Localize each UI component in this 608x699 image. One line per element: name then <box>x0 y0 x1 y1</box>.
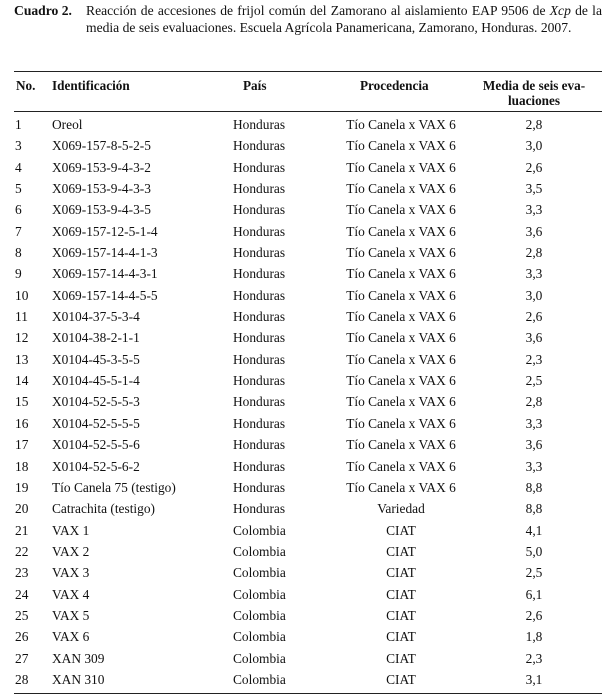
cell-no: 1 <box>15 117 22 132</box>
table-header-rule <box>14 111 602 112</box>
cell-pais: Colombia <box>233 522 286 538</box>
cell-media: 3,6 <box>525 437 543 453</box>
cell-pais: Honduras <box>233 287 286 303</box>
table-row <box>0 669 608 690</box>
cell-no: 3 <box>15 138 22 154</box>
cell-pais: Honduras <box>233 394 286 410</box>
cell-procedencia: Tío Canela x VAX 6 <box>346 415 456 431</box>
table-row <box>0 605 608 626</box>
cell-no: 26 <box>15 629 29 645</box>
cell-procedencia: Tío Canela x VAX 6 <box>346 181 456 197</box>
caption-text <box>86 3 602 36</box>
cell-procedencia: Tío Canela x VAX 6 <box>346 351 456 367</box>
cell-media: 3,0 <box>525 287 543 303</box>
cell-media: 6,1 <box>525 586 543 602</box>
cell-media: 3,3 <box>525 202 543 218</box>
cell-media: 2,3 <box>525 351 543 367</box>
cell-pais: Colombia <box>233 650 286 666</box>
cell-pais: Colombia <box>233 565 286 581</box>
cell-pais: Honduras <box>233 245 286 261</box>
cell-identificacion: X069-153-9-4-3-3 <box>52 181 151 197</box>
table-row <box>0 520 608 541</box>
table-row <box>0 413 608 434</box>
table-row <box>0 327 608 348</box>
table-row <box>0 541 608 562</box>
cell-procedencia: Tío Canela x VAX 6 <box>346 117 456 132</box>
cell-identificacion: VAX 3 <box>52 565 90 581</box>
cell-pais: Honduras <box>233 479 286 495</box>
cell-media: 2,5 <box>525 373 543 389</box>
cell-no: 25 <box>15 607 29 623</box>
cell-pais: Colombia <box>233 629 286 645</box>
caption-text-start: Reacción de accesiones de frijol común del Zamorano al aislamiento EAP 9506 de <box>86 3 550 18</box>
cell-identificacion: X0104-45-5-1-4 <box>52 373 140 389</box>
cell-procedencia: Tío Canela x VAX 6 <box>346 309 456 325</box>
cell-no: 4 <box>15 159 22 175</box>
cell-identificacion: X069-153-9-4-3-5 <box>52 202 151 218</box>
cell-identificacion: X0104-52-5-5-6 <box>52 437 140 453</box>
cell-identificacion: X0104-37-5-3-4 <box>52 309 140 325</box>
table-row <box>0 199 608 220</box>
table-row <box>0 626 608 647</box>
cell-procedencia: Tío Canela x VAX 6 <box>346 287 456 303</box>
cell-media: 3,0 <box>525 138 543 154</box>
cell-pais: Honduras <box>233 309 286 325</box>
cell-media: 2,8 <box>525 394 543 410</box>
cell-procedencia: Tío Canela x VAX 6 <box>346 479 456 495</box>
cell-no: 28 <box>15 671 29 687</box>
cell-media: 2,6 <box>525 607 543 623</box>
cell-procedencia: Tío Canela x VAX 6 <box>346 394 456 410</box>
table-row <box>0 221 608 242</box>
cell-pais: Honduras <box>233 351 286 367</box>
table-row <box>0 456 608 477</box>
header-pais: País <box>243 78 267 93</box>
table-row <box>0 157 608 178</box>
table-body <box>0 114 608 690</box>
cell-media: 3,6 <box>525 330 543 346</box>
cell-media: 3,3 <box>525 415 543 431</box>
cell-identificacion: X0104-52-5-5-5 <box>52 415 140 431</box>
cell-media: 2,3 <box>525 650 543 666</box>
cell-procedencia: CIAT <box>386 650 416 666</box>
cell-pais: Colombia <box>233 543 286 559</box>
cell-media: 5,0 <box>525 543 543 559</box>
cell-identificacion: X069-157-14-4-5-5 <box>52 287 158 303</box>
table-row <box>0 434 608 455</box>
cell-procedencia: CIAT <box>386 671 416 687</box>
cell-identificacion: X0104-52-5-5-3 <box>52 394 140 410</box>
cell-media: 1,8 <box>525 629 543 645</box>
table-row <box>0 178 608 199</box>
cell-media: 4,1 <box>525 522 543 538</box>
table-caption <box>14 3 602 36</box>
cell-no: 6 <box>15 202 22 218</box>
cell-no: 23 <box>15 565 29 581</box>
cell-media: 3,3 <box>525 266 543 282</box>
cell-no: 13 <box>15 351 29 367</box>
cell-no: 12 <box>15 330 29 346</box>
cell-no: 17 <box>15 437 29 453</box>
cell-procedencia: Tío Canela x VAX 6 <box>346 159 456 175</box>
cell-media: 3,5 <box>525 181 543 197</box>
cell-no: 19 <box>15 479 29 495</box>
cell-no: 11 <box>15 309 28 325</box>
header-identificacion: Identificación <box>52 78 130 93</box>
cell-identificacion: VAX 4 <box>52 586 90 602</box>
cell-identificacion: XAN 309 <box>52 650 105 666</box>
table-row <box>0 114 608 135</box>
cell-pais: Honduras <box>233 202 286 218</box>
cell-pais: Colombia <box>233 586 286 602</box>
cell-no: 8 <box>15 245 22 261</box>
cell-procedencia: Tío Canela x VAX 6 <box>346 245 456 261</box>
cell-media: 2,8 <box>525 117 543 132</box>
cell-pais: Honduras <box>233 373 286 389</box>
cell-procedencia: CIAT <box>386 522 416 538</box>
cell-pais: Honduras <box>233 458 286 474</box>
header-media: Media de seis eva-luaciones <box>482 78 586 108</box>
table-row <box>0 477 608 498</box>
cell-identificacion: VAX 2 <box>52 543 90 559</box>
cell-media: 3,3 <box>525 458 543 474</box>
cell-pais: Honduras <box>233 223 286 239</box>
cell-no: 22 <box>15 543 29 559</box>
cell-pais: Honduras <box>233 181 286 197</box>
cell-media: 2,6 <box>525 309 543 325</box>
cell-identificacion: X0104-45-3-5-5 <box>52 351 140 367</box>
cell-pais: Honduras <box>233 437 286 453</box>
cell-pais: Honduras <box>233 415 286 431</box>
cell-procedencia: Variedad <box>377 501 425 517</box>
cell-procedencia: Tío Canela x VAX 6 <box>346 138 456 154</box>
cell-procedencia: CIAT <box>386 543 416 559</box>
caption-label: Cuadro 2. <box>14 3 72 18</box>
cell-procedencia: Tío Canela x VAX 6 <box>346 266 456 282</box>
cell-pais: Honduras <box>233 501 286 517</box>
table-top-rule <box>14 71 602 72</box>
cell-identificacion: XAN 310 <box>52 671 105 687</box>
cell-identificacion: X069-157-8-5-2-5 <box>52 138 151 154</box>
table-row <box>0 648 608 669</box>
table-row <box>0 584 608 605</box>
table-row <box>0 135 608 156</box>
cell-media: 3,6 <box>525 223 543 239</box>
cell-identificacion: VAX 6 <box>52 629 90 645</box>
table-row <box>0 306 608 327</box>
cell-procedencia: Tío Canela x VAX 6 <box>346 223 456 239</box>
cell-procedencia: CIAT <box>386 586 416 602</box>
cell-no: 10 <box>15 287 29 303</box>
table-row <box>0 285 608 306</box>
header-procedencia: Procedencia <box>360 78 429 93</box>
cell-identificacion: Tío Canela 75 (testigo) <box>52 479 176 495</box>
cell-no: 18 <box>15 458 29 474</box>
cell-no: 20 <box>15 501 29 517</box>
cell-no: 16 <box>15 415 29 431</box>
cell-media: 8,8 <box>525 501 543 517</box>
cell-pais: Honduras <box>233 266 286 282</box>
cell-procedencia: Tío Canela x VAX 6 <box>346 202 456 218</box>
cell-no: 15 <box>15 394 29 410</box>
cell-identificacion: X0104-38-2-1-1 <box>52 330 140 346</box>
caption-text-end: de la media de seis evaluaciones. Escuela Agrícola Panamericana, Zamorano, Honduras. 2007. <box>86 3 602 35</box>
cell-identificacion: X0104-52-5-6-2 <box>52 458 140 474</box>
cell-identificacion: VAX 1 <box>52 522 90 538</box>
cell-procedencia: CIAT <box>386 565 416 581</box>
cell-no: 21 <box>15 522 29 538</box>
cell-media: 8,8 <box>525 479 543 495</box>
cell-procedencia: Tío Canela x VAX 6 <box>346 373 456 389</box>
table-row <box>0 263 608 284</box>
cell-procedencia: CIAT <box>386 629 416 645</box>
caption-pathogen: Xcp <box>549 3 571 18</box>
cell-procedencia: Tío Canela x VAX 6 <box>346 437 456 453</box>
table-row <box>0 242 608 263</box>
cell-no: 27 <box>15 650 29 666</box>
cell-identificacion: VAX 5 <box>52 607 90 623</box>
table-row <box>0 349 608 370</box>
cell-procedencia: Tío Canela x VAX 6 <box>346 330 456 346</box>
table-bottom-rule <box>14 693 602 694</box>
cell-pais: Honduras <box>233 330 286 346</box>
cell-identificacion: Catrachita (testigo) <box>52 501 155 517</box>
header-no: No. <box>16 78 36 93</box>
table-row <box>0 370 608 391</box>
cell-no: 24 <box>15 586 29 602</box>
cell-procedencia: Tío Canela x VAX 6 <box>346 458 456 474</box>
cell-identificacion: X069-153-9-4-3-2 <box>52 159 151 175</box>
cell-no: 5 <box>15 181 22 197</box>
cell-no: 7 <box>15 223 22 239</box>
cell-identificacion: X069-157-14-4-3-1 <box>52 266 158 282</box>
cell-no: 14 <box>15 373 29 389</box>
cell-no: 9 <box>15 266 22 282</box>
table-row <box>0 562 608 583</box>
cell-identificacion: X069-157-12-5-1-4 <box>52 223 158 239</box>
cell-identificacion: Oreol <box>52 117 83 132</box>
cell-pais: Honduras <box>233 138 286 154</box>
cell-pais: Colombia <box>233 607 286 623</box>
cell-pais: Honduras <box>233 159 286 175</box>
cell-identificacion: X069-157-14-4-1-3 <box>52 245 158 261</box>
table-row <box>0 391 608 412</box>
cell-media: 3,1 <box>525 671 543 687</box>
table-row <box>0 498 608 519</box>
cell-pais: Colombia <box>233 671 286 687</box>
cell-media: 2,5 <box>525 565 543 581</box>
cell-pais: Honduras <box>233 117 286 132</box>
cell-procedencia: CIAT <box>386 607 416 623</box>
cell-media: 2,6 <box>525 159 543 175</box>
cell-media: 2,8 <box>525 245 543 261</box>
